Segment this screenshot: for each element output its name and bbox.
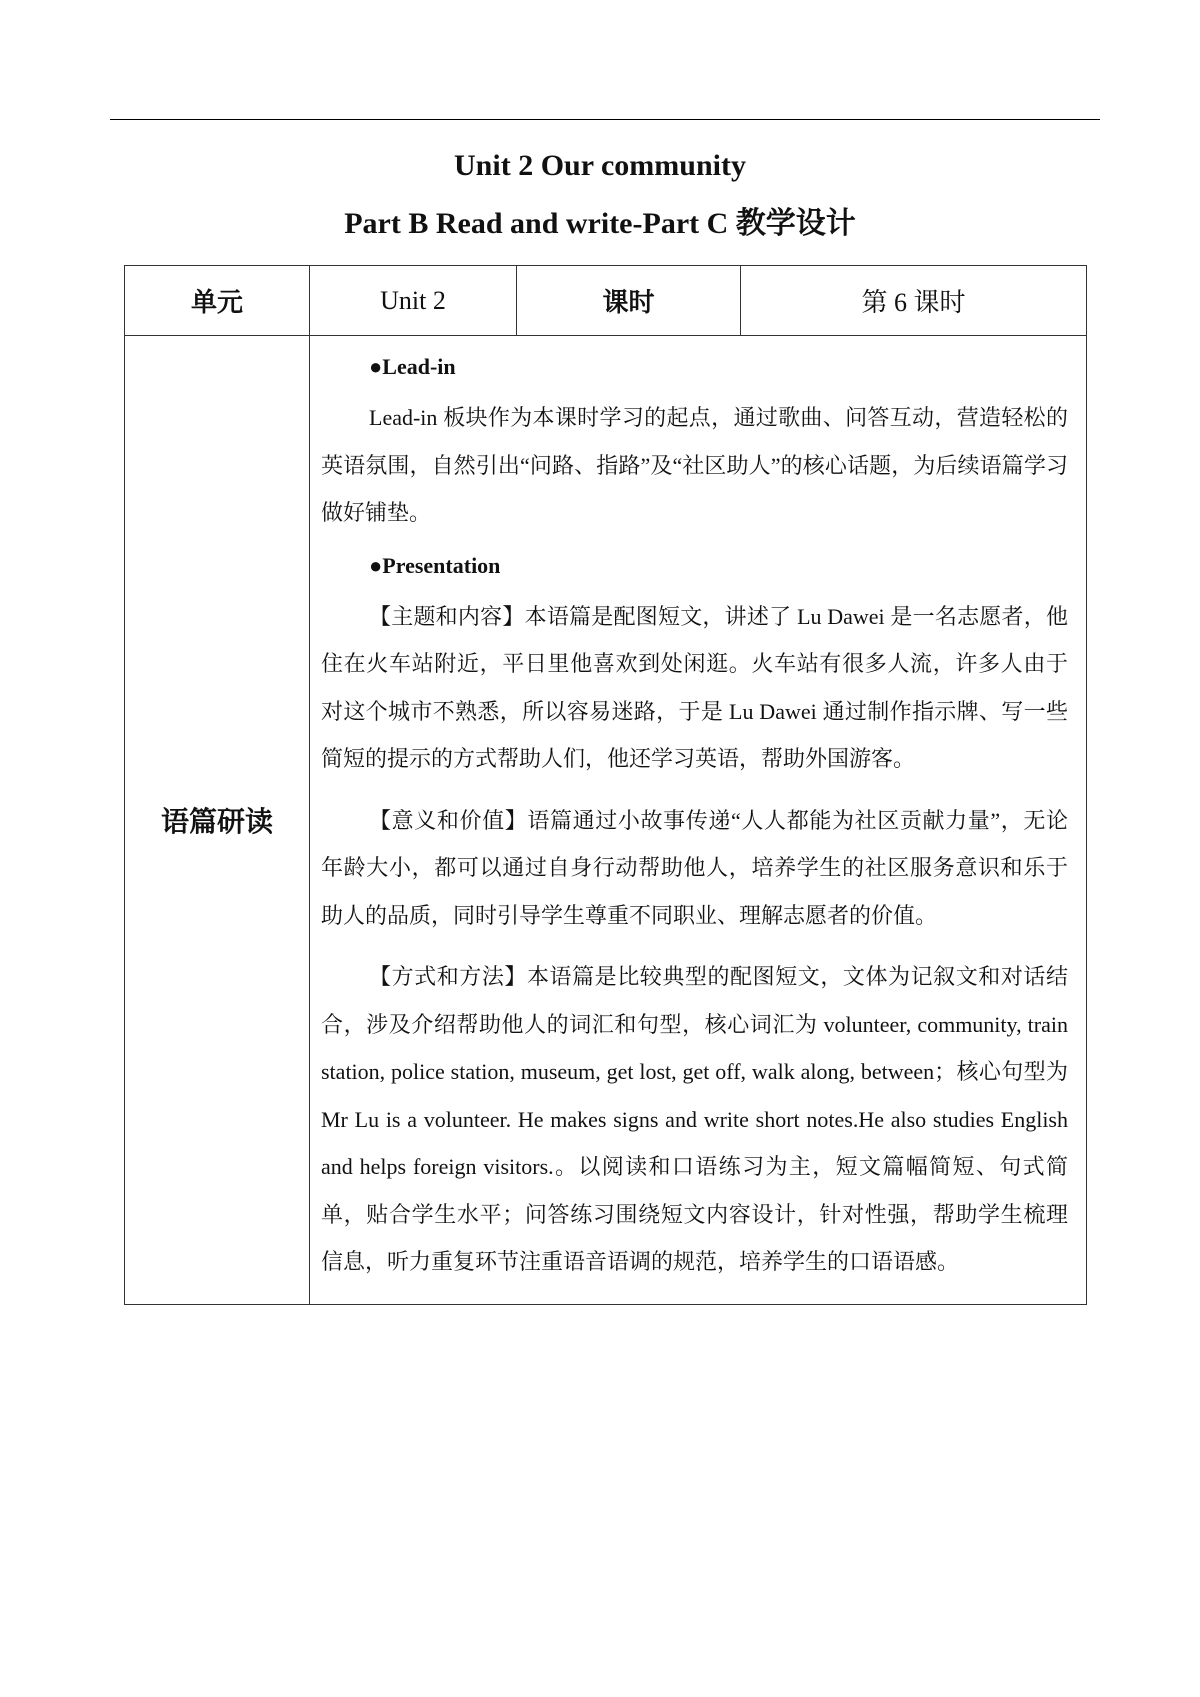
header-rule	[110, 119, 1100, 120]
section-heading-presentation: ●Presentation	[369, 552, 501, 578]
lesson-plan-table	[124, 265, 1087, 1305]
lead-in-paragraph: Lead-in 板块作为本课时学习的起点，通过歌曲、问答互动，营造轻松的英语氛围，自然引出“问路、指路”及“社区助人”的核心话题，为后续语篇学习做好铺垫。	[321, 405, 1068, 525]
table-body-row	[125, 336, 1087, 1305]
document-subtitle: Part B Read and write-Part C 教学设计	[344, 207, 856, 240]
theme-content-paragraph: 【主题和内容】本语篇是配图短文，讲述了 Lu Dawei 是一名志愿者，他住在火车站附近，平日里他喜欢到处闲逛。火车站有很多人流，许多人由于对这个城市不熟悉，所以容易迷路，于是 Lu Dawei 通过制作指示牌、写一些简短的提示的方式帮助人们，他还学习英语，帮助外国游客。	[321, 603, 1068, 771]
methods-paragraph: 【方式和方法】本语篇是比较典型的配图短文，文体为记叙文和对话结合，涉及介绍帮助他人的词汇和句型，核心词汇为 volunteer, community, train station, police station, museum, get lost, get off, walk along, between；核心句型为 Mr Lu is a volunteer. He makes signs and write short notes.He also studies English and helps foreign visitors.。以阅读和口语练习为主，短文篇幅简短、句式简单，贴合学生水平；问答练习围绕短文内容设计，针对性强，帮助学生梳理信息，听力重复环节注重语音语调的规范，培养学生的口语语感。	[321, 964, 1068, 1274]
text-analysis-label: 语篇研读	[125, 336, 310, 1305]
table-header-row	[125, 266, 1087, 336]
period-value-cell: 第 6 课时	[741, 266, 1087, 336]
document-title: Unit 2 Our community	[454, 149, 746, 182]
unit-value-cell: Unit 2	[310, 266, 517, 336]
section-heading-lead-in: ●Lead-in	[369, 354, 456, 379]
unit-label-cell: 单元	[125, 266, 310, 336]
period-label-cell: 课时	[517, 266, 741, 336]
text-analysis-content	[310, 336, 1087, 1305]
meaning-value-paragraph: 【意义和价值】语篇通过小故事传递“人人都能为社区贡献力量”，无论年龄大小，都可以通过自身行动帮助他人，培养学生的社区服务意识和乐于助人的品质，同时引导学生尊重不同职业、理解志愿者的价值。	[321, 807, 1068, 928]
